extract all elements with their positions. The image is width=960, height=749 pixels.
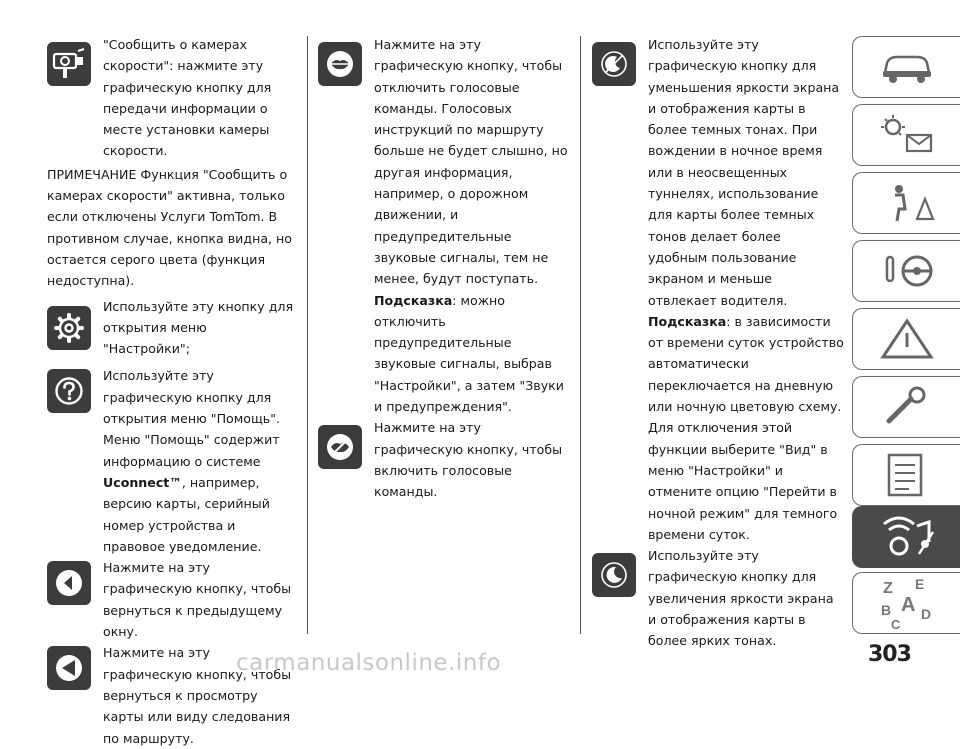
checklist-icon: [877, 451, 937, 499]
svg-text:D: D: [920, 606, 931, 622]
map-return-icon[interactable]: [47, 646, 91, 690]
safety-icon: [877, 181, 937, 225]
tab-lights-messages[interactable]: [852, 104, 960, 166]
back-arrow-icon[interactable]: [47, 561, 91, 605]
page-number: 303: [868, 642, 911, 667]
dim-hint-label: Подсказка: [648, 313, 727, 329]
mute-text: Нажмите на эту графическую кнопку, чтобы отключить голосовые команды. Голосовых инструкций по маршруту больше не будет слышно, но другая информация, например, о дорожном движении, и предупредительные звуковые сигналы, тем не менее, будут поступать. Подсказка: можно отключить предупредительные звуковые сигналы, выбрав "Настройки", а затем "Звуки и предупреждения".: [374, 37, 568, 415]
column-middle: [318, 34, 570, 503]
svg-text:Z: Z: [882, 580, 893, 597]
warning-lights-icon: [877, 113, 937, 157]
dim-brightness-icon[interactable]: [592, 42, 636, 86]
help-icon[interactable]: [47, 369, 91, 413]
unmute-text: Нажмите на эту графическую кнопку, чтобы включить голосовые команды.: [374, 420, 563, 500]
mute-lips-icon[interactable]: [318, 42, 362, 86]
svg-text:A: A: [900, 594, 915, 616]
tab-index[interactable]: [852, 572, 960, 634]
tab-safety[interactable]: [852, 172, 960, 234]
settings-text: Используйте эту кнопку для открытия меню "Настройки";: [103, 298, 294, 357]
tab-car-overview[interactable]: [852, 36, 960, 98]
mute-entry: [318, 34, 570, 417]
back-text: Нажмите на эту графическую кнопку, чтобы вернуться к предыдущему окну.: [103, 560, 292, 640]
help-entry: [47, 365, 297, 557]
speed-camera-icon[interactable]: [47, 42, 91, 86]
note-paragraph: ПРИМЕЧАНИЕ Функция "Сообщить о камерах скорости" активна, только если отключены Услуги TomTom. В противном случае, кнопка видна, но остается серого цвета (функция недоступна).: [47, 166, 292, 289]
watermark: carmanualsonline.info: [236, 650, 502, 676]
dim-text: Используйте эту графическую кнопку для уменьшения яркости экрана и отображения карты в более темных тонах. При вождении в ночное время или в неосвещенных туннелях, использование для карты более темных тонов делает более удобным пользование экраном и меньше отвлекает водителя. Подсказка: в зависимости от времени суток устройство автоматически переключается на дневную или ночную цветовую схему. Для отключения этой функции выберите "Вид" в меню "Настройки" и отмените опцию "Перейти в ночной режим" для темного времени суток.: [648, 37, 844, 542]
speed-camera-entry: [47, 34, 297, 162]
uconnect-label: Uconnect™: [103, 474, 182, 490]
column-left: [47, 34, 297, 749]
unmute-entry: [318, 417, 570, 502]
tab-technical-data[interactable]: [852, 444, 960, 506]
dim-entry: [592, 34, 844, 545]
gear-icon[interactable]: [47, 306, 91, 350]
tab-starting-driving[interactable]: [852, 240, 960, 302]
car-icon: [877, 49, 937, 85]
tab-multimedia[interactable]: [852, 506, 960, 568]
alphabet-index-icon: [875, 575, 939, 631]
svg-text:B: B: [880, 602, 891, 618]
night-mode-moon-icon[interactable]: [592, 553, 636, 597]
svg-text:C: C: [890, 617, 900, 631]
unmute-lips-icon[interactable]: [318, 425, 362, 469]
map-back-text: Нажмите на эту графическую кнопку, чтобы вернуться к просмотру карты или виду следования по маршруту.: [103, 645, 292, 746]
bright-text: Используйте эту графическую кнопку для увеличения яркости экрана и отображения карты в более ярких тонах.: [648, 548, 834, 649]
multimedia-signal-note-icon: [875, 512, 939, 562]
svg-text:E: E: [914, 576, 924, 592]
wrench-icon: [877, 385, 937, 429]
emergency-triangle-icon: [877, 317, 937, 361]
back-entry: [47, 557, 297, 642]
column-divider-1: [307, 36, 308, 634]
mute-hint-label: Подсказка: [374, 292, 453, 308]
tab-servicing[interactable]: [852, 376, 960, 438]
column-right: [592, 34, 844, 652]
speed-camera-text: "Сообщить о камерах скорости": нажмите эту графическую кнопку для передачи информации о месте установки камеры скорости.: [103, 37, 272, 159]
tab-emergency[interactable]: [852, 308, 960, 370]
steering-wheel-icon: [877, 249, 937, 293]
help-text: Используйте эту графическую кнопку для открытия меню "Помощь". Меню "Помощь" содержит информацию о системе Uconnect™, например, версию карты, серийный номер устройства и правовое уведомление.: [103, 368, 281, 554]
column-divider-2: [580, 36, 581, 634]
bright-entry: [592, 545, 844, 651]
settings-entry: [47, 296, 297, 360]
